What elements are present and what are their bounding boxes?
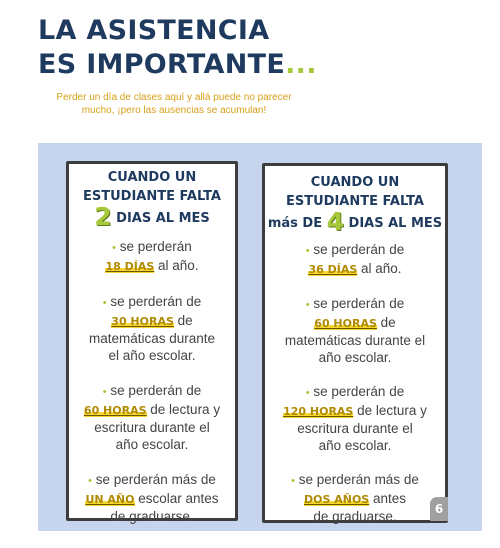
page-curl-icon: 6: [430, 497, 448, 521]
card1-highlight-days: 18 DÍAS: [105, 260, 155, 273]
title-line-2: [38, 48, 317, 82]
card2-item-graduation-tail: antes: [369, 491, 406, 506]
card2-highlight-reading-hours: 120 HORAS: [283, 405, 354, 418]
card1-heading-line-3-text: DIAS AL MES: [111, 211, 210, 226]
card2-item-days: [265, 241, 445, 278]
card1-item-math-text: se perderán de: [106, 294, 202, 309]
card2-item-graduation: [265, 471, 445, 525]
card2-item-reading-line-3: escritura durante el: [297, 421, 413, 436]
card2-heading-line-1: CUANDO UN: [310, 175, 400, 190]
card1-big-number: 2: [94, 202, 112, 231]
bullet-icon: •: [305, 387, 310, 399]
card2-highlight-years: DOS AÑOS: [303, 493, 370, 506]
card-two-days: [66, 161, 238, 524]
title-dots: ...: [285, 49, 317, 80]
page-title: [38, 14, 317, 82]
card2-item-graduation-text: se perderán más de: [295, 472, 419, 487]
card1-item-days-text: se perderán: [116, 239, 192, 254]
bullet-icon: •: [102, 386, 107, 398]
title-line-2-text: ES IMPORTANTE: [38, 49, 286, 80]
bullet-icon: •: [305, 245, 310, 257]
bullet-icon: •: [291, 475, 296, 487]
card2-item-math-line-4: año escolar.: [318, 350, 392, 365]
card1-heading-line-1: CUANDO UN: [107, 170, 197, 185]
subtitle-line-1: Perder un día de clases aquí y allá puede no parecer: [56, 92, 292, 103]
card2-item-reading-line-4: año escolar.: [318, 438, 392, 453]
card2-item-math-text: se perderán de: [309, 296, 405, 311]
card1-item-graduation: [69, 471, 235, 525]
card2-item-days-tail: al año.: [357, 261, 402, 276]
card1-heading: [69, 168, 235, 231]
card1-item-math-line-4: el año escolar.: [108, 348, 196, 363]
card1-highlight-year: UN AÑO: [85, 493, 135, 506]
card2-highlight-math-hours: 60 HORAS: [314, 317, 377, 330]
card1-item-graduation-tail: escolar antes: [134, 491, 219, 506]
card1-item-math-tail: de: [173, 313, 193, 328]
card1-heading-line-2: ESTUDIANTE FALTA: [82, 189, 221, 204]
card2-heading: [265, 173, 445, 236]
card1-heading-line-3: [69, 202, 235, 231]
card1-item-reading: [69, 382, 235, 453]
card2-item-reading-text: se perderán de: [309, 384, 405, 399]
card2-big-number: 4: [326, 207, 345, 236]
card2-item-days-text: se perderán de: [309, 242, 405, 257]
card2-highlight-days: 36 DÍAS: [308, 263, 358, 276]
card2-item-reading: [265, 383, 445, 454]
bullet-icon: •: [88, 475, 93, 487]
card1-item-reading-line-4: año escolar.: [115, 437, 189, 452]
bullet-icon: •: [102, 297, 107, 309]
card2-heading-line-2: ESTUDIANTE FALTA: [285, 194, 424, 209]
bullet-icon: •: [305, 299, 310, 311]
subtitle-line-2: mucho, ¡pero las ausencias se acumulan!: [81, 105, 267, 116]
card1-highlight-math-hours: 30 HORAS: [111, 315, 174, 328]
bullet-icon: •: [112, 242, 117, 254]
card2-heading-line-3-pre: más DE: [267, 216, 327, 231]
card2-item-math: [265, 295, 445, 366]
title-line-1: LA ASISTENCIA: [38, 15, 270, 46]
card1-item-math-line-3: matemáticas durante: [88, 331, 216, 346]
card2-item-graduation-line-3: de graduarse.: [313, 509, 397, 524]
card1-item-graduation-text: se perderán más de: [92, 472, 216, 487]
card1-item-reading-line-3: escritura durante el: [94, 420, 210, 435]
card1-item-days: [69, 238, 235, 275]
card1-item-graduation-line-3: de graduarse.: [110, 509, 194, 524]
card2-heading-line-3: [265, 207, 445, 236]
card1-item-math: [69, 293, 235, 364]
card1-highlight-reading-hours: 60 HORAS: [83, 404, 147, 417]
card1-item-reading-text: se perderán de: [106, 383, 202, 398]
card2-item-math-line-3: matemáticas durante el: [284, 333, 426, 348]
card-four-days: [262, 163, 448, 523]
card2-item-math-tail: de: [376, 315, 396, 330]
subtitle: [40, 91, 308, 117]
card1-item-reading-tail: de lectura y: [146, 402, 221, 417]
card2-heading-line-3-post: DIAS AL MES: [344, 216, 443, 231]
card2-item-reading-tail: de lectura y: [353, 403, 427, 418]
card1-item-days-tail: al año.: [154, 258, 199, 273]
